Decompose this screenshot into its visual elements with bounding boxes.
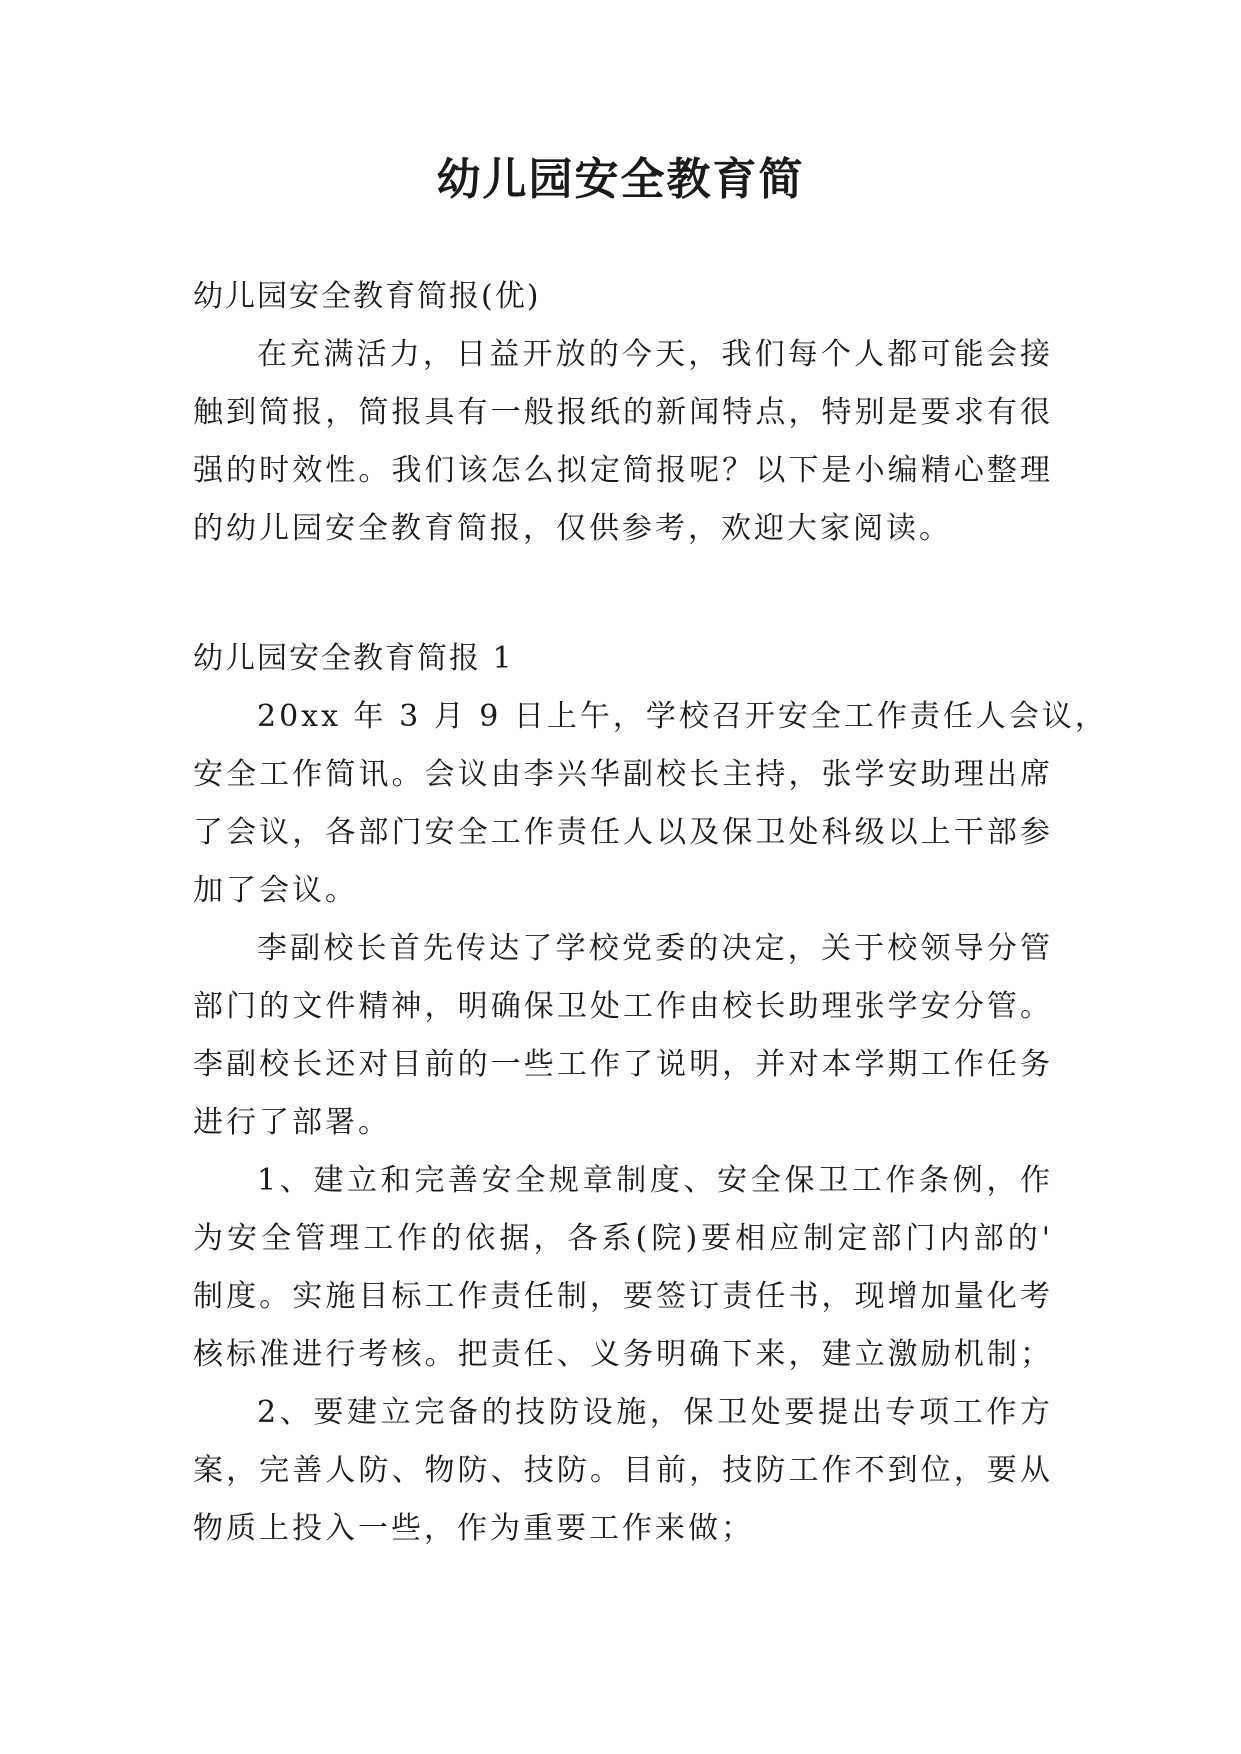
text-line: 制度。实施目标工作责任制，要签订责任书，现增加量化考 bbox=[193, 1279, 1053, 1314]
section-heading: 幼儿园安全教育简报 1 bbox=[193, 641, 514, 676]
text-line: 案，完善人防、物防、技防。目前，技防工作不到位，要从 bbox=[193, 1453, 1053, 1488]
paragraph bbox=[193, 326, 1053, 558]
section-heading: 幼儿园安全教育简报(优) bbox=[193, 279, 541, 314]
text-line: 触到简报，简报具有一般报纸的新闻特点，特别是要求有很 bbox=[193, 395, 1053, 430]
text-line: 部门的文件精神，明确保卫处工作由校长助理张学安分管。 bbox=[193, 989, 1053, 1024]
text-line: 强的时效性。我们该怎么拟定简报呢？以下是小编精心整理 bbox=[193, 453, 1053, 488]
text-line: 了会议，各部门安全工作责任人以及保卫处科级以上干部参 bbox=[193, 815, 1053, 850]
text-line: 在充满活力，日益开放的今天，我们每个人都可能会接 bbox=[257, 337, 1053, 372]
section-spacer bbox=[193, 558, 1053, 630]
text-line: 进行了部署。 bbox=[193, 1105, 391, 1140]
text-line: 为安全管理工作的依据，各系(院)要相应制定部门内部的' bbox=[193, 1221, 1053, 1256]
paragraph bbox=[193, 1384, 1053, 1558]
text-line: 20xx 年 3 月 9 日上午，学校召开安全工作责任人会议， bbox=[257, 699, 1108, 734]
document-title: 幼儿园安全教育简 bbox=[436, 154, 805, 205]
text-line: 加了会议。 bbox=[193, 873, 358, 908]
paragraph bbox=[193, 1152, 1053, 1384]
paragraph bbox=[193, 688, 1108, 920]
text-line: 1、建立和完善安全规章制度、安全保卫工作条例，作 bbox=[257, 1163, 1053, 1198]
text-line: 李副校长还对目前的一些工作了说明，并对本学期工作任务 bbox=[193, 1047, 1053, 1082]
document-body bbox=[193, 268, 1108, 1558]
text-line: 物质上投入一些，作为重要工作来做； bbox=[193, 1511, 754, 1546]
text-line: 的幼儿园安全教育简报，仅供参考，欢迎大家阅读。 bbox=[193, 511, 952, 546]
text-line: 2、要建立完备的技防设施，保卫处要提出专项工作方 bbox=[257, 1395, 1053, 1430]
text-line: 核标准进行考核。把责任、义务明确下来，建立激励机制； bbox=[193, 1337, 1053, 1372]
text-line: 李副校长首先传达了学校党委的决定，关于校领导分管 bbox=[257, 931, 1053, 966]
paragraph bbox=[193, 920, 1053, 1152]
text-line: 安全工作简讯。会议由李兴华副校长主持，张学安助理出席 bbox=[193, 757, 1053, 792]
